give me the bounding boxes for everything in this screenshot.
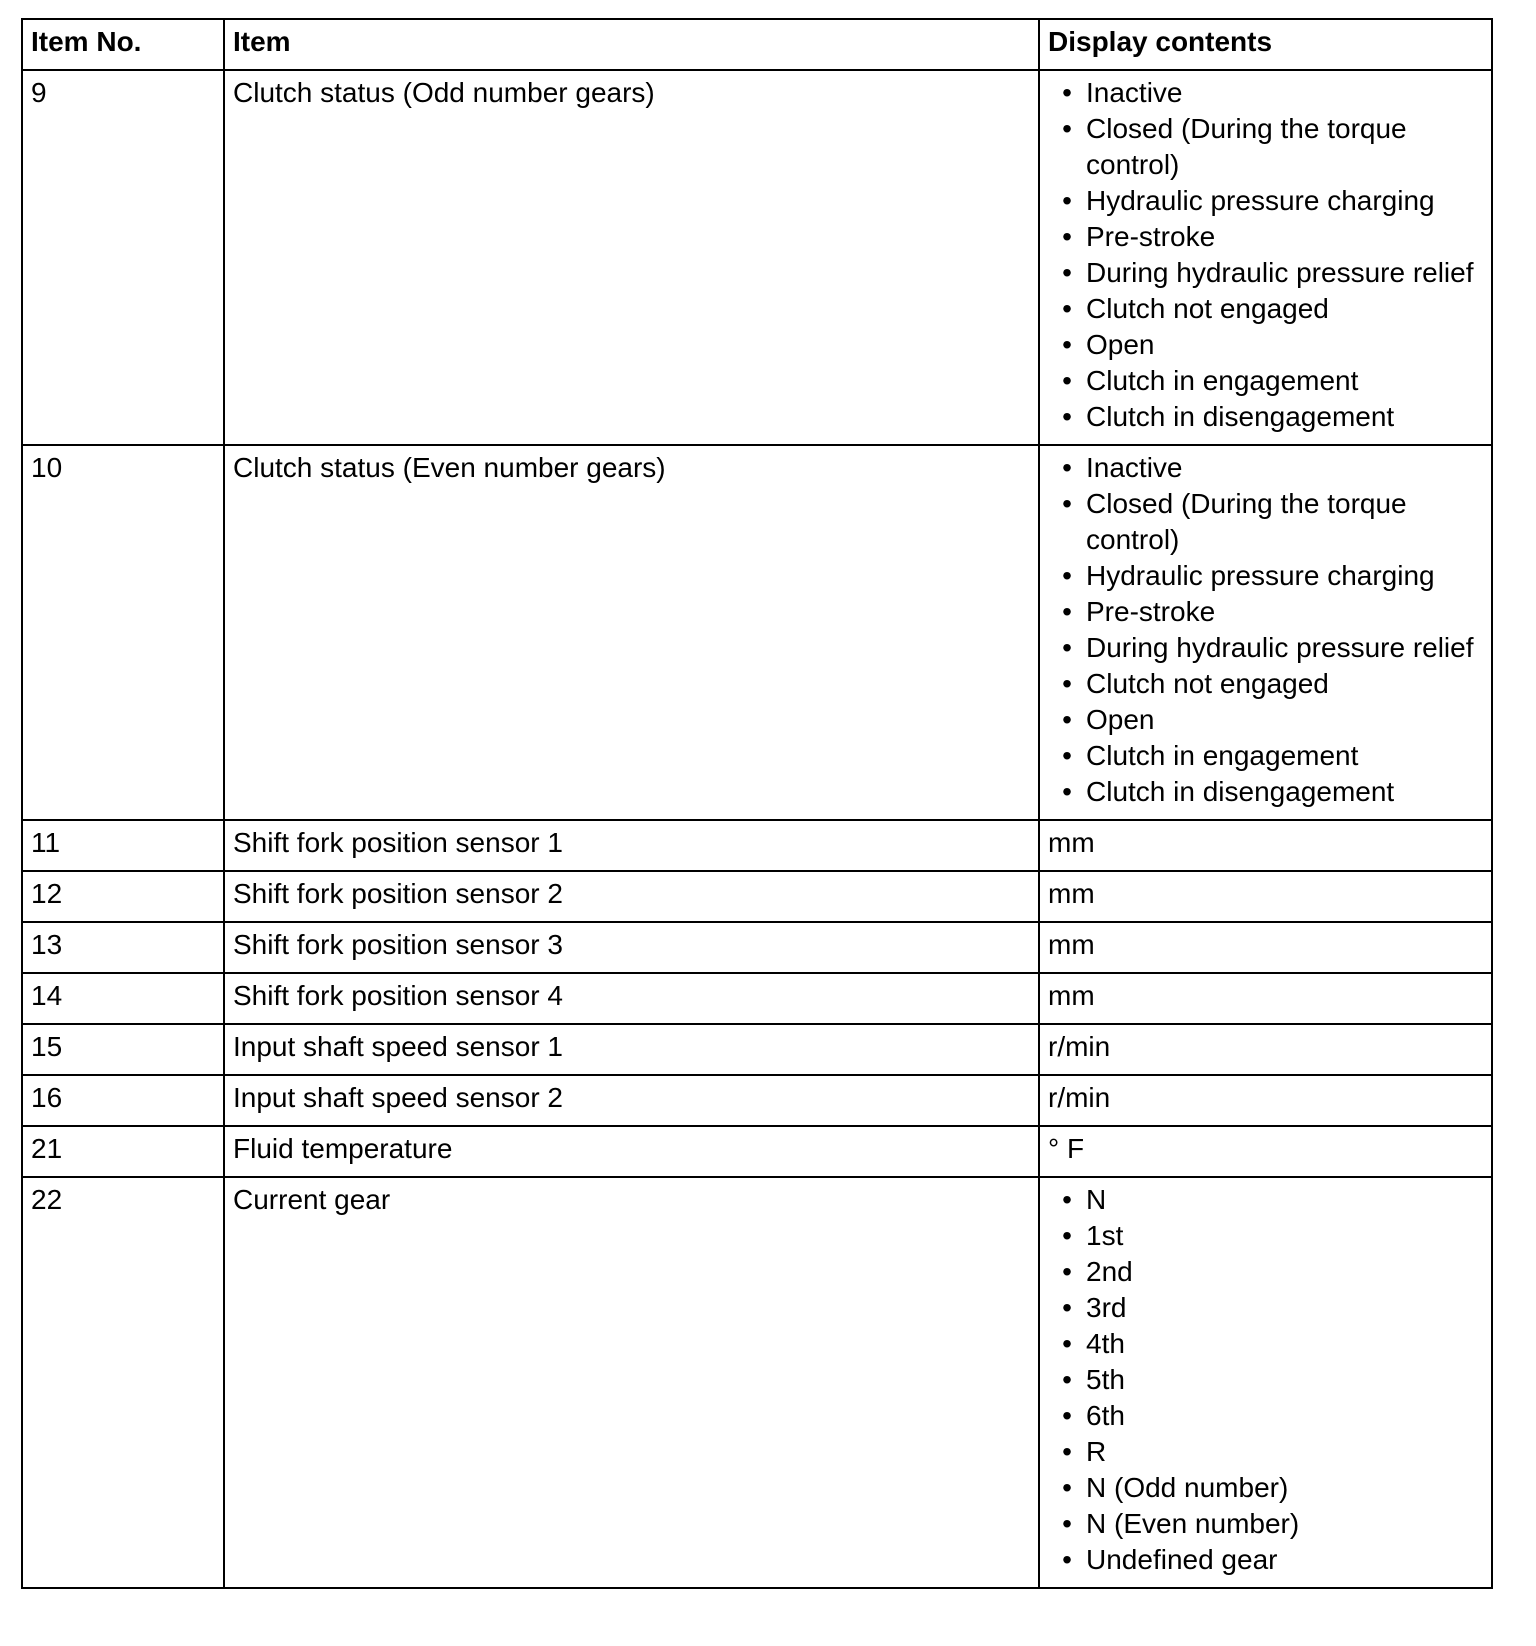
list-item: • Clutch in disengagement xyxy=(1048,399,1483,435)
list-item: • N (Odd number) xyxy=(1048,1470,1483,1506)
list-item: • Hydraulic pressure charging xyxy=(1048,183,1483,219)
display-contents-cell: ° F xyxy=(1039,1126,1492,1177)
bullet-icon: • xyxy=(1062,596,1072,627)
item-cell: Shift fork position sensor 3 xyxy=(224,922,1039,973)
list-item: • Clutch in engagement xyxy=(1048,738,1483,774)
table-row xyxy=(22,1075,1492,1126)
item-cell: Input shaft speed sensor 1 xyxy=(224,1024,1039,1075)
list-item: • Clutch not engaged xyxy=(1048,291,1483,327)
item-cell: Shift fork position sensor 2 xyxy=(224,871,1039,922)
header-display-contents: Display contents xyxy=(1039,19,1492,70)
item-no-cell: 13 xyxy=(22,922,224,973)
bullet-icon: • xyxy=(1062,1256,1072,1287)
bullet-icon: • xyxy=(1062,776,1072,807)
bullet-icon: • xyxy=(1062,1472,1072,1503)
list-item: • N (Even number) xyxy=(1048,1506,1483,1542)
header-item: Item xyxy=(224,19,1039,70)
list-item: • Inactive xyxy=(1048,75,1483,111)
item-no-cell: 16 xyxy=(22,1075,224,1126)
table-row xyxy=(22,973,1492,1024)
bullet-icon: • xyxy=(1062,293,1072,324)
list-item: • 2nd xyxy=(1048,1254,1483,1290)
list-item: • 6th xyxy=(1048,1398,1483,1434)
list-item: • Pre-stroke xyxy=(1048,219,1483,255)
bullet-icon: • xyxy=(1062,1436,1072,1467)
display-contents-cell xyxy=(1039,70,1492,445)
list-item: • Clutch not engaged xyxy=(1048,666,1483,702)
header-row xyxy=(22,19,1492,70)
bullet-icon: • xyxy=(1062,1220,1072,1251)
list-item: • Inactive xyxy=(1048,450,1483,486)
bullet-icon: • xyxy=(1062,401,1072,432)
bullet-icon: • xyxy=(1062,1328,1072,1359)
bullet-icon: • xyxy=(1062,1184,1072,1215)
list-item: • Open xyxy=(1048,702,1483,738)
list-item: • 3rd xyxy=(1048,1290,1483,1326)
table-row xyxy=(22,820,1492,871)
list-item: • N xyxy=(1048,1182,1483,1218)
display-contents-cell: mm xyxy=(1039,820,1492,871)
bullet-icon: • xyxy=(1062,1292,1072,1323)
bullet-icon: • xyxy=(1062,1400,1072,1431)
item-cell: Shift fork position sensor 4 xyxy=(224,973,1039,1024)
list-item: • 4th xyxy=(1048,1326,1483,1362)
bullet-icon: • xyxy=(1062,668,1072,699)
table-row xyxy=(22,1126,1492,1177)
bullet-icon: • xyxy=(1062,1508,1072,1539)
bullet-icon: • xyxy=(1062,221,1072,252)
item-no-cell: 12 xyxy=(22,871,224,922)
list-item: • Closed (During the torque control) xyxy=(1062,488,1407,555)
table-row xyxy=(22,445,1492,820)
list-item: • Clutch in engagement xyxy=(1048,363,1483,399)
header-item-no: Item No. xyxy=(22,19,224,70)
list-item: • Undefined gear xyxy=(1048,1542,1483,1578)
bullet-icon: • xyxy=(1062,1544,1072,1575)
display-contents-cell xyxy=(1039,445,1492,820)
list-item: • During hydraulic pressure relief xyxy=(1048,255,1483,291)
table-row xyxy=(22,1024,1492,1075)
list-item: • 1st xyxy=(1048,1218,1483,1254)
bullet-icon: • xyxy=(1062,704,1072,735)
bullet-icon: • xyxy=(1062,185,1072,216)
list-item: • R xyxy=(1048,1434,1483,1470)
table-row xyxy=(22,1177,1492,1588)
display-options-list xyxy=(1048,1182,1483,1578)
display-options-list xyxy=(1048,450,1483,810)
bullet-icon: • xyxy=(1062,77,1072,108)
bullet-icon: • xyxy=(1062,257,1072,288)
list-item: • 5th xyxy=(1048,1362,1483,1398)
display-contents-table xyxy=(21,18,1493,1589)
bullet-icon: • xyxy=(1062,329,1072,360)
item-cell: Clutch status (Odd number gears) xyxy=(224,70,1039,445)
item-cell: Input shaft speed sensor 2 xyxy=(224,1075,1039,1126)
bullet-icon: • xyxy=(1062,488,1072,519)
table-row xyxy=(22,922,1492,973)
list-item: • Open xyxy=(1048,327,1483,363)
display-contents-cell xyxy=(1039,1177,1492,1588)
list-item: • Pre-stroke xyxy=(1048,594,1483,630)
display-options-list xyxy=(1048,75,1483,435)
item-cell: Fluid temperature xyxy=(224,1126,1039,1177)
display-contents-cell: r/min xyxy=(1039,1024,1492,1075)
item-no-cell: 21 xyxy=(22,1126,224,1177)
bullet-icon: • xyxy=(1062,113,1072,144)
list-item: • During hydraulic pressure relief xyxy=(1048,630,1483,666)
item-no-cell: 22 xyxy=(22,1177,224,1588)
table-row xyxy=(22,871,1492,922)
item-no-cell: 10 xyxy=(22,445,224,820)
display-contents-cell: mm xyxy=(1039,973,1492,1024)
table-row xyxy=(22,70,1492,445)
display-contents-cell: mm xyxy=(1039,871,1492,922)
item-cell: Shift fork position sensor 1 xyxy=(224,820,1039,871)
item-cell: Clutch status (Even number gears) xyxy=(224,445,1039,820)
bullet-icon: • xyxy=(1062,560,1072,591)
bullet-icon: • xyxy=(1062,632,1072,663)
list-item: • Clutch in disengagement xyxy=(1048,774,1483,810)
item-no-cell: 11 xyxy=(22,820,224,871)
display-contents-cell: mm xyxy=(1039,922,1492,973)
item-no-cell: 15 xyxy=(22,1024,224,1075)
item-no-cell: 14 xyxy=(22,973,224,1024)
item-no-cell: 9 xyxy=(22,70,224,445)
display-contents-cell: r/min xyxy=(1039,1075,1492,1126)
list-item: • Closed (During the torque control) xyxy=(1062,113,1407,180)
item-cell: Current gear xyxy=(224,1177,1039,1588)
list-item: • Hydraulic pressure charging xyxy=(1048,558,1483,594)
bullet-icon: • xyxy=(1062,1364,1072,1395)
bullet-icon: • xyxy=(1062,740,1072,771)
bullet-icon: • xyxy=(1062,365,1072,396)
bullet-icon: • xyxy=(1062,452,1072,483)
